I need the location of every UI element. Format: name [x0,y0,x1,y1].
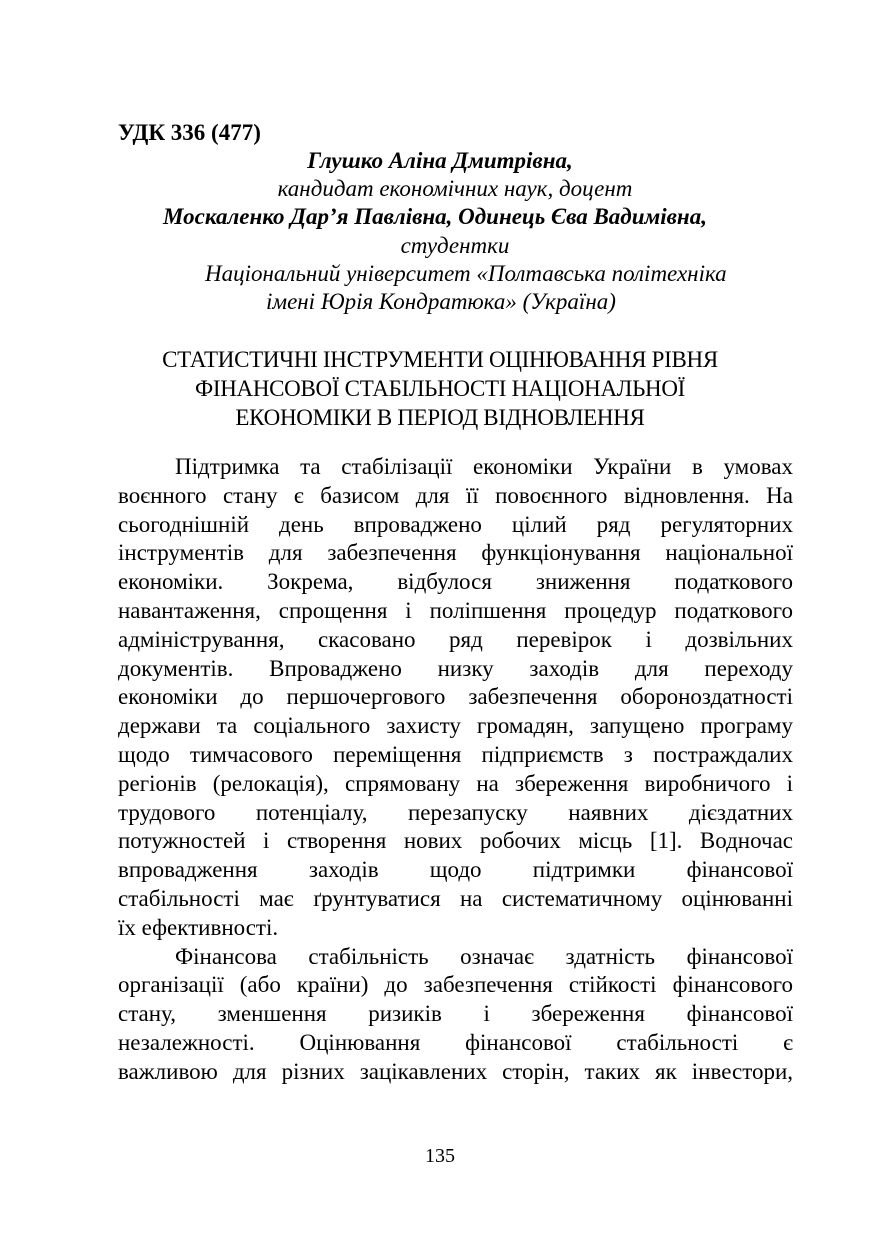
article-title-line: СТАТИСТИЧНІ ІНСТРУМЕНТИ ОЦІНЮВАННЯ РІВНЯ [162,347,718,372]
affiliation-line: Національний університет «Полтавська політехніка [205,261,727,286]
author-role: кандидат економічних наук, доцент [277,176,633,201]
paragraph [118,453,793,943]
paragraph-line: сьогоднішній день впроваджено цілий ряд регуляторних [118,511,793,537]
paragraph-line: організації (або країни) до забезпечення стійкості фінансового [118,972,793,998]
paragraph-line: воєнного стану є базисом для її повоєнного відновлення. На [118,482,793,508]
paragraph-line: стану, зменшення ризиків і збереження фінансової [118,1001,793,1027]
paragraph-line: трудового потенціалу, перезапуску наявних дієздатних [118,799,793,825]
article-title-line: ЕКОНОМІКИ В ПЕРІОД ВІДНОВЛЕННЯ [235,405,645,430]
article-body [118,453,793,1087]
page-number: 135 [425,1145,455,1167]
paragraph-line: стабільності має ґрунтуватися на систематичному оцінюванні [118,885,793,911]
article-title-line: ФІНАНСОВОЇ СТАБІЛЬНОСТІ НАЦІОНАЛЬНОЇ [194,376,685,401]
paragraph-line: регіонів (релокація), спрямовану на збереження виробничого і [118,770,793,796]
paragraph-line: економіки до першочергового забезпечення обороноздатності [118,684,793,710]
paragraph-line: Фінансова стабільність означає здатність фінансової [175,943,793,969]
author-role: студентки [400,233,510,258]
author-name: Москаленко Дар’я Павлівна, Одинець Єва Вадимівна, [163,204,707,229]
affiliation-line: імені Юрія Кондратюка» (Україна) [266,289,616,314]
paragraph-line: Підтримка та стабілізації економіки України в умовах [175,454,793,479]
paragraph-line: адміністрування, скасовано ряд перевірок і дозвільних [118,626,793,652]
paragraph-line: держави та соціального захисту громадян, запущено програму [118,713,793,739]
paragraph-line: впровадження заходів щодо підтримки фінансової [118,857,793,883]
paragraph-line: економіки. Зокрема, відбулося зниження податкового [118,569,793,595]
udc-code: УДК 336 (477) [118,120,261,145]
paragraph-line: щодо тимчасового переміщення підприємств з постраждалих [118,741,793,767]
paragraph-line: їх ефективності. [118,914,279,940]
paragraph-line: незалежності. Оцінювання фінансової стабільності є [118,1029,793,1055]
author-name: Глушко Аліна Дмитрівна, [307,148,573,173]
paragraph-line: навантаження, спрощення і поліпшення процедур податкового [118,597,793,623]
paragraph-line: документів. Впроваджено низку заходів для переходу [118,655,793,681]
paragraph-line: інструментів для забезпечення функціонування національної [118,540,793,566]
paragraph [118,943,793,1087]
paragraph-line: важливою для різних зацікавлених сторін, таких як інвестори, [118,1058,793,1084]
paragraph-line: потужностей і створення нових робочих місць [1]. Водночас [118,828,793,854]
